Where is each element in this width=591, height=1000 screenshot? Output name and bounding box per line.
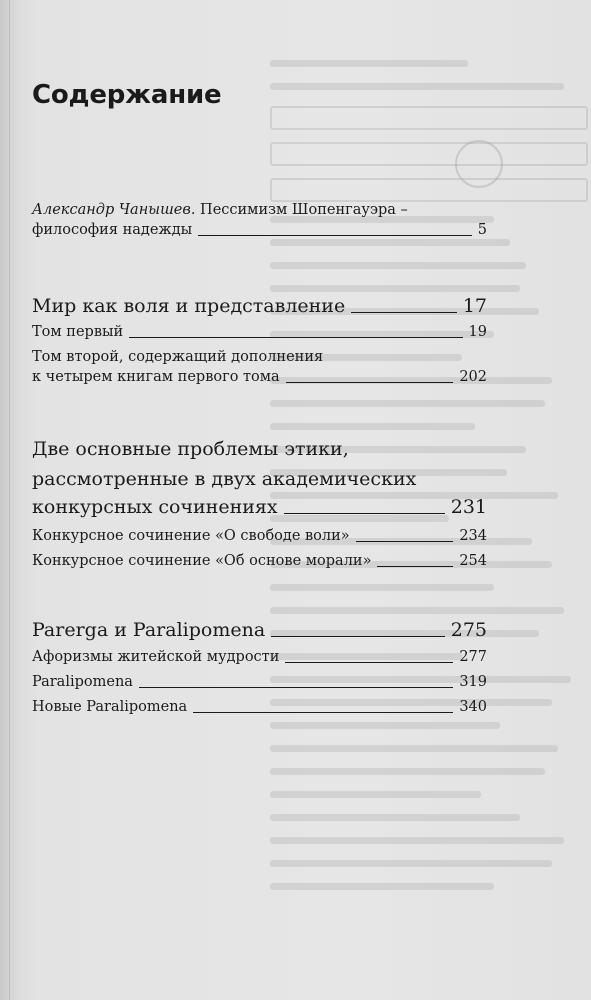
toc-entry-volume-two: [32, 347, 487, 387]
gutter-line: [9, 0, 10, 1000]
section1-title: Мир как воля и представление: [32, 295, 346, 317]
volume-two-label-line2: к четырем книгам первого тома: [32, 369, 280, 385]
table-of-contents: [32, 200, 487, 717]
leader-line: [351, 312, 457, 313]
leader-line: [271, 636, 445, 637]
toc-entry-new-paralipomena-row: [32, 697, 487, 717]
volume-one-page-number: 19: [468, 324, 487, 340]
paralipomena-label: Paralipomena: [32, 674, 133, 690]
toc-entry-paralipomena-row: [32, 672, 487, 692]
section2-title-line2: рассмотренные в двух академических: [32, 468, 417, 490]
toc-entry-intro: [32, 200, 487, 240]
toc-entry-intro-line2: [32, 220, 487, 240]
toc-entry-volume-two-row: [32, 367, 487, 387]
toc-entry-new-paralipomena: [32, 697, 487, 717]
new-paralipomena-page-number: 340: [459, 699, 487, 715]
volume-two-label-line1: Том второй, содержащий дополнения: [32, 349, 324, 365]
toc-section-two-problems: [32, 434, 487, 520]
toc-section-two-problems-row: [32, 494, 487, 520]
toc-section-world-as-will: [32, 293, 487, 319]
toc-entry-paralipomena: [32, 672, 487, 692]
leader-line: [129, 337, 462, 338]
leader-line: [284, 513, 445, 514]
toc-entry-volume-one-row: [32, 322, 487, 342]
section1-page-number: 17: [462, 295, 487, 317]
intro-title-line1: Пессимизм Шопенгауэра –: [200, 202, 408, 218]
page-heading: Содержание: [32, 80, 222, 110]
paralipomena-page-number: 319: [459, 674, 487, 690]
volume-two-page-number: 202: [459, 369, 487, 385]
toc-entry-intro-line1: [32, 200, 487, 220]
intro-title-line2: философия надежды: [32, 222, 193, 238]
toc-section-parerga: [32, 617, 487, 643]
toc-entry-aphorisms: [32, 647, 487, 667]
leader-line: [198, 235, 472, 236]
new-paralipomena-label: Новые Paralipomena: [32, 699, 188, 715]
leader-line: [286, 382, 454, 383]
freedom-of-will-label: Конкурсное сочинение «О свободе воли»: [32, 528, 350, 544]
aphorisms-page-number: 277: [459, 649, 487, 665]
section3-page-number: 275: [450, 619, 487, 641]
toc-section-parerga-row: [32, 617, 487, 643]
toc-entry-aphorisms-row: [32, 647, 487, 667]
intro-page-number: 5: [477, 222, 487, 238]
section2-page-number: 231: [450, 496, 487, 518]
toc-entry-basis-of-morality: [32, 551, 487, 571]
toc-entry-volume-one: [32, 322, 487, 342]
basis-of-morality-page-number: 254: [459, 553, 487, 569]
leader-line: [285, 662, 453, 663]
leader-line: [193, 712, 453, 713]
intro-author: Александр Чанышев.: [32, 202, 196, 218]
volume-one-label: Том первый: [32, 324, 124, 340]
freedom-of-will-page-number: 234: [459, 528, 487, 544]
section2-title-line1: Две основные проблемы этики,: [32, 438, 349, 460]
leader-line: [139, 687, 453, 688]
section2-title-line3: конкурсных сочинениях: [32, 496, 278, 518]
basis-of-morality-label: Конкурсное сочинение «Об основе морали»: [32, 553, 372, 569]
toc-entry-freedom-of-will: [32, 526, 487, 546]
toc-entry-basis-of-morality-row: [32, 551, 487, 571]
toc-entry-freedom-of-will-row: [32, 526, 487, 546]
aphorisms-label: Афоризмы житейской мудрости: [32, 649, 280, 665]
toc-section-world-as-will-row: [32, 293, 487, 319]
show-through-badge: [455, 140, 503, 188]
section3-title: Parerga и Paralipomena: [32, 619, 266, 641]
leader-line: [377, 566, 453, 567]
leader-line: [356, 541, 454, 542]
